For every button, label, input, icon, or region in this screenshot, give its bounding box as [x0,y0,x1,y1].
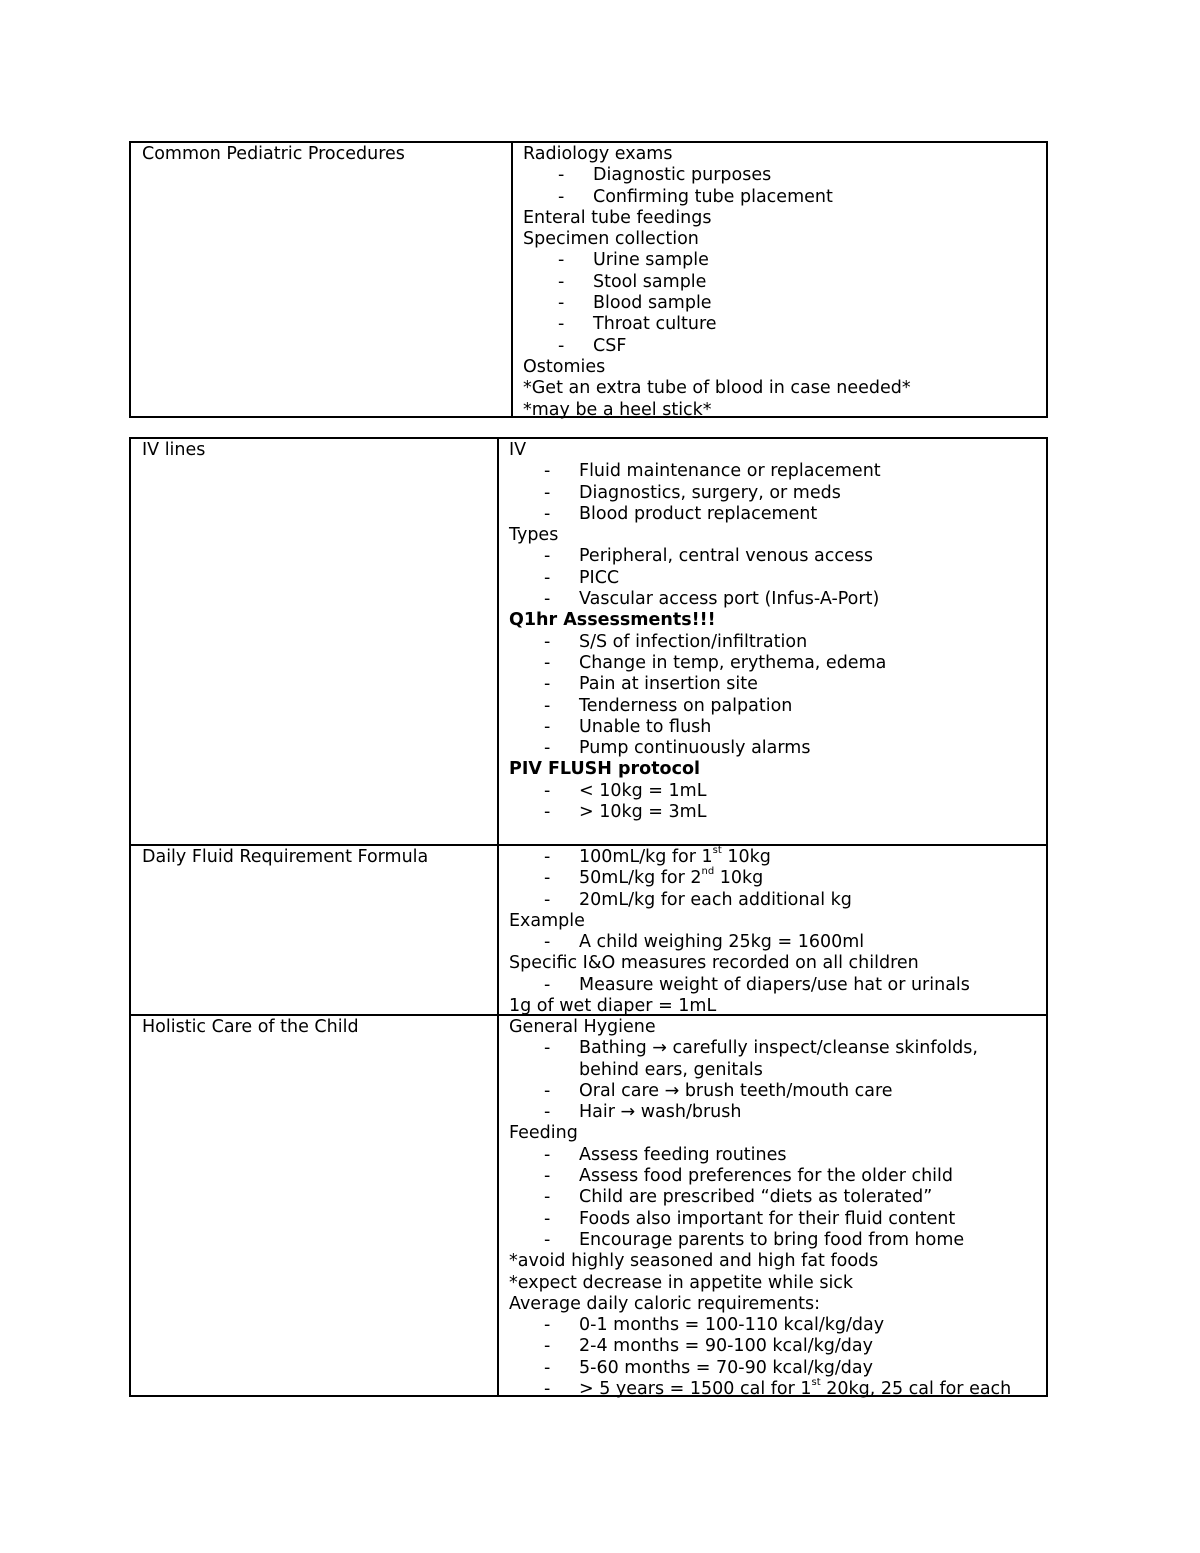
iv-title: IV [509,440,527,460]
radiology-label: Radiology exams [523,144,673,164]
list-item: - Tenderness on palpation [544,695,793,716]
list-item: - Change in temp, erythema, edema [544,652,887,673]
list-item: - Vascular access port (Infus-A-Port) [544,589,880,610]
note-line: *expect decrease in appetite while sick [509,1272,854,1293]
enteral-label: Enteral tube feedings [523,207,712,228]
list-item: - PICC [544,567,620,588]
list-item: - 20mL/kg for each additional kg [544,889,852,910]
caloric-label: Average daily caloric requirements: [509,1293,821,1314]
list-item: - Diagnostics, surgery, or meds [544,482,841,503]
procedures-table [129,141,1048,418]
iv-row [131,439,1046,844]
holistic-heading: Holistic Care of the Child [142,1017,359,1037]
procedures-heading: Common Pediatric Procedures [142,144,405,164]
procedures-heading-cell [131,143,511,416]
list-item: - > 10kg = 3mL [544,802,707,823]
list-item: - Blood product replacement [544,503,818,524]
list-item: - Oral care → brush teeth/mouth care [544,1080,893,1101]
list-item: - Measure weight of diapers/use hat or urinals [544,974,970,995]
list-item: - 100mL/kg for 1st 10kg [544,845,771,867]
list-item: - < 10kg = 1mL [544,780,707,801]
list-item: - Assess feeding routines [544,1144,787,1165]
iv-content-cell [497,439,1046,844]
list-item: - Bathing → carefully inspect/cleanse skinfolds, [544,1038,978,1059]
list-item: - Diagnostic purposes [558,165,772,186]
diaper-line: 1g of wet diaper = 1mL [509,996,717,1017]
hygiene-label: General Hygiene [509,1017,656,1037]
feeding-label: Feeding [509,1123,578,1144]
procedures-content-cell [511,143,1046,420]
procedures-row [131,143,1046,420]
list-item: - S/S of infection/infiltration [544,631,808,652]
list-item: - CSF [558,335,627,356]
list-item: - Encourage parents to bring food from home [544,1229,965,1250]
fluid-heading: Daily Fluid Requirement Formula [142,847,429,867]
list-item: - Fluid maintenance or replacement [544,461,881,482]
specimen-label: Specimen collection [523,229,699,250]
list-item: - 2-4 months = 90-100 kcal/kg/day [544,1336,873,1357]
assessments-label: Q1hr Assessments!!! [509,610,716,631]
list-item: - Pump continuously alarms [544,738,811,759]
holistic-content-cell [497,1016,1046,1400]
list-item: - Urine sample [558,250,709,271]
io-line: Specific I&O measures recorded on all children [509,953,919,974]
fluid-content-cell [497,845,1046,1017]
list-item: - 5-60 months = 70-90 kcal/kg/day [544,1357,873,1378]
example-label: Example [509,910,585,931]
list-item: - Pain at insertion site [544,674,758,695]
list-item: - Unable to flush [544,716,712,737]
list-item: - > 5 years = 1500 cal for 1st 20kg, 25 cal for each [544,1377,1012,1400]
list-item: - 50mL/kg for 2nd 10kg [544,866,764,889]
fluid-row [131,844,1046,1017]
ostomies-label: Ostomies [523,356,606,377]
note-line: *may be a heel stick* [523,399,712,420]
list-item: - Confirming tube placement [558,186,833,207]
list-item: - Hair → wash/brush [544,1102,742,1123]
list-item: - Child are prescribed “diets as tolerated” [544,1187,933,1208]
flush-protocol-label: PIV FLUSH protocol [509,759,700,780]
types-label: Types [509,525,559,546]
list-item: - Assess food preferences for the older child [544,1166,954,1187]
iv-heading: IV lines [142,440,206,460]
note-line: *avoid highly seasoned and high fat foods [509,1251,879,1272]
list-item-continuation: behind ears, genitals [579,1059,763,1080]
list-item: - Stool sample [558,271,707,292]
list-item: - Blood sample [558,293,712,314]
list-item: - Peripheral, central venous access [544,546,873,567]
holistic-heading-cell [131,1016,497,1395]
list-item: - Foods also important for their fluid content [544,1208,956,1229]
list-item: - A child weighing 25kg = 1600ml [544,932,865,953]
holistic-row [131,1014,1046,1400]
fluid-heading-cell [131,846,497,1014]
list-item: - 0-1 months = 100-110 kcal/kg/day [544,1315,885,1336]
list-item: - Throat culture [558,314,717,335]
note-line: *Get an extra tube of blood in case needed* [523,378,911,399]
care-table [129,437,1048,1400]
iv-heading-cell [131,439,497,844]
